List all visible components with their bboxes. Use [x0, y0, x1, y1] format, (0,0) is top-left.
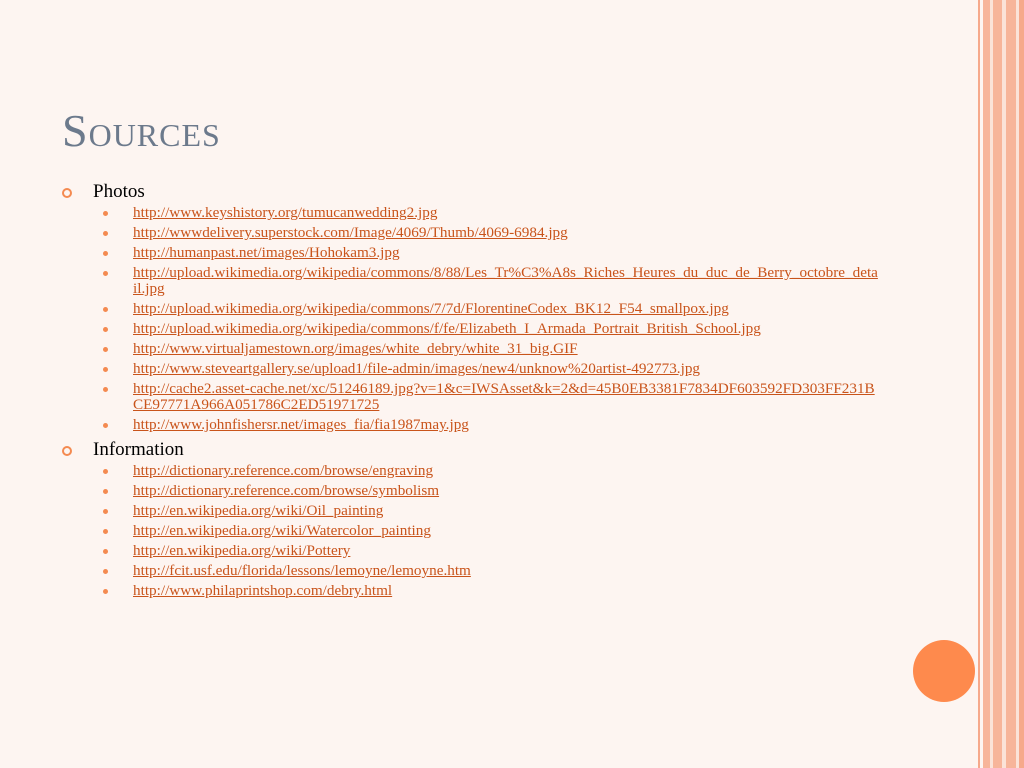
list-item	[62, 463, 882, 479]
list-item	[62, 543, 882, 559]
source-link[interactable]: http://wwwdelivery.superstock.com/Image/4069/Thumb/4069-6984.jpg	[133, 224, 568, 241]
information-section	[62, 439, 882, 599]
bullet-dot-icon	[103, 549, 108, 554]
source-link[interactable]: http://www.virtualjamestown.org/images/white_debry/white_31_big.GIF	[133, 340, 578, 357]
decorative-stripe	[993, 0, 1002, 768]
bullet-dot-icon	[103, 569, 108, 574]
bullet-dot-icon	[103, 489, 108, 494]
source-link[interactable]: http://cache2.asset-cache.net/xc/51246189.jpg?v=1&c=IWSAsset&k=2&d=45B0EB3381F7834DF603592FD303FF231BCE97771A966A051786C2ED51971725	[133, 380, 875, 413]
list-item	[62, 301, 882, 317]
bullet-dot-icon	[103, 529, 108, 534]
bullet-dot-icon	[103, 509, 108, 514]
bullet-dot-icon	[103, 589, 108, 594]
list-item	[62, 205, 882, 221]
list-item	[62, 381, 882, 413]
information-heading: Information	[93, 439, 184, 460]
decorative-stripe	[978, 0, 980, 768]
photos-section	[62, 181, 882, 433]
bullet-dot-icon	[103, 423, 108, 428]
slide-content	[62, 181, 882, 603]
list-item	[62, 245, 882, 261]
slide-title: Sources	[62, 105, 221, 156]
bullet-dot-icon	[103, 231, 108, 236]
list-item	[62, 341, 882, 357]
decorative-circle	[913, 640, 975, 702]
bullet-dot-icon	[103, 327, 108, 332]
source-link[interactable]: http://www.keyshistory.org/tumucanwedding2.jpg	[133, 204, 438, 221]
list-item	[62, 225, 882, 241]
source-link[interactable]: http://en.wikipedia.org/wiki/Oil_painting	[133, 502, 384, 519]
source-link[interactable]: http://dictionary.reference.com/browse/symbolism	[133, 482, 440, 499]
bullet-dot-icon	[103, 251, 108, 256]
circle-bullet-icon	[62, 188, 72, 198]
bullet-dot-icon	[103, 387, 108, 392]
circle-bullet-icon	[62, 446, 72, 456]
bullet-dot-icon	[103, 469, 108, 474]
bullet-dot-icon	[103, 347, 108, 352]
source-link[interactable]: http://upload.wikimedia.org/wikipedia/commons/7/7d/FlorentineCodex_BK12_F54_smallpox.jpg	[133, 300, 729, 317]
source-link[interactable]: http://upload.wikimedia.org/wikipedia/commons/8/88/Les_Tr%C3%A8s_Riches_Heures_du_duc_de_Berry_octobre_detail.jpg	[133, 264, 878, 297]
list-item	[62, 321, 882, 337]
list-item	[62, 583, 882, 599]
source-link[interactable]: http://en.wikipedia.org/wiki/Watercolor_painting	[133, 522, 431, 539]
source-link[interactable]: http://humanpast.net/images/Hohokam3.jpg	[133, 244, 400, 261]
list-item	[62, 563, 882, 579]
source-link[interactable]: http://www.philaprintshop.com/debry.html	[133, 582, 393, 599]
list-item	[62, 523, 882, 539]
list-item	[62, 503, 882, 519]
bullet-dot-icon	[103, 271, 108, 276]
list-item	[62, 483, 882, 499]
source-link[interactable]: http://www.steveartgallery.se/upload1/file-admin/images/new4/unknow%20artist-492773.jpg	[133, 360, 701, 377]
bullet-dot-icon	[103, 367, 108, 372]
photos-heading: Photos	[93, 181, 145, 202]
photos-link-list	[62, 205, 882, 433]
source-link[interactable]: http://www.johnfishersr.net/images_fia/fia1987may.jpg	[133, 416, 469, 433]
decorative-stripe	[983, 0, 990, 768]
decorative-stripe	[1019, 0, 1024, 768]
information-link-list	[62, 463, 882, 599]
bullet-dot-icon	[103, 211, 108, 216]
source-link[interactable]: http://upload.wikimedia.org/wikipedia/commons/f/fe/Elizabeth_I_Armada_Portrait_British_School.jpg	[133, 320, 761, 337]
bullet-dot-icon	[103, 307, 108, 312]
source-link[interactable]: http://en.wikipedia.org/wiki/Pottery	[133, 542, 351, 559]
decorative-stripe	[1006, 0, 1016, 768]
source-link[interactable]: http://fcit.usf.edu/florida/lessons/lemoyne/lemoyne.htm	[133, 562, 471, 579]
list-item	[62, 361, 882, 377]
list-item	[62, 417, 882, 433]
list-item	[62, 265, 882, 297]
source-link[interactable]: http://dictionary.reference.com/browse/engraving	[133, 462, 434, 479]
